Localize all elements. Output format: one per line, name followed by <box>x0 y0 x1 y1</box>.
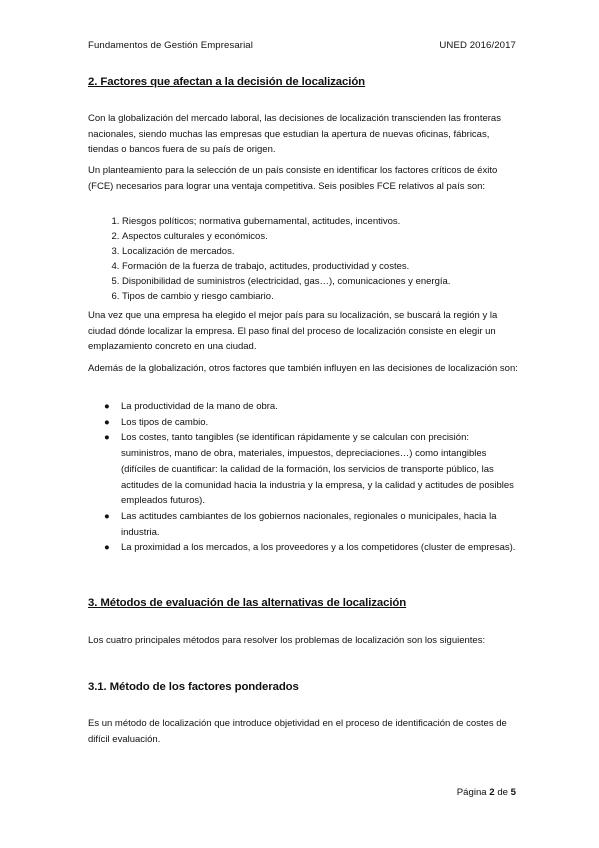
header-course-title: Fundamentos de Gestión Empresarial <box>88 40 253 51</box>
list-item: 4. Formación de la fuerza de trabajo, actitudes, productividad y costes. <box>122 259 532 274</box>
section-3-heading: 3. Métodos de evaluación de las alternativas de localización <box>88 597 407 609</box>
section-2-paragraph-3: Una vez que una empresa ha elegido el mejor país para su localización, se buscará la región y la ciudad dónde localizar la empresa. El paso final del proceso de localización consiste en elegir un emplazamiento concreto en una ciudad. <box>88 310 498 353</box>
section-2-paragraph-4: Además de la globalización, otros factores que también influyen en las decisiones de localización son: <box>88 363 518 374</box>
bullet-icon: ● <box>104 401 110 412</box>
section-2-paragraph-1: Con la globalización del mercado laboral, las decisiones de localización transcienden las fronteras nacionales, siendo muchas las empresas que estudian la apertura de nuevas oficinas, fábricas, tiendas o bancos fuera de su país de origen. <box>88 113 501 156</box>
list-item: ● Los costes, tanto tangibles (se identifican rápidamente y se calculan con precisión: suministros, mano de obra, materiales, impuestos, depreciaciones…) como intangibles (difíciles de cuantificar: la calidad de la formación, los servicios de transporte público, las actitudes de la comunidad hacia la industria y la empresa, y la calidad y actitudes de posibles empleados futuros). <box>104 432 514 507</box>
bullet-icon: ● <box>104 542 110 554</box>
list-item: 5. Disponibilidad de suministros (electricidad, gas…), comunicaciones y energía. <box>122 274 532 289</box>
list-item: 3. Localización de mercados. <box>122 244 532 259</box>
subsection-3-1-heading: 3.1. Método de los factores ponderados <box>88 681 299 693</box>
fce-list <box>102 214 532 305</box>
list-item: ● La proximidad a los mercados, a los proveedores y a los competidores (cluster de empresas). <box>121 540 521 556</box>
section-3-paragraph-1: Los cuatro principales métodos para resolver los problemas de localización son los siguientes: <box>88 635 486 646</box>
section-2-paragraph-2: Un planteamiento para la selección de un país consiste en identificar los factores críticos de éxito (FCE) necesarios para lograr una ventaja competitiva. Seis posibles FCE relativos al país son: <box>88 165 498 192</box>
list-item: ● Los tipos de cambio. <box>121 415 521 431</box>
list-item: ● Las actitudes cambiantes de los gobiernos nacionales, regionales o municipales, hacia la industria. <box>104 510 497 538</box>
section-2-heading: 2. Factores que afectan a la decisión de localización <box>88 76 366 88</box>
factors-bullet-list <box>102 399 521 556</box>
bullet-icon: ● <box>104 510 110 522</box>
subsection-3-1-paragraph-1: Es un método de localización que introduce objetividad en el proceso de identificación de costes de difícil evaluación. <box>88 718 507 745</box>
list-item: ● La productividad de la mano de obra. <box>121 399 521 415</box>
list-item: 6. Tipos de cambio y riesgo cambiario. <box>122 289 532 304</box>
header-institution-year: UNED 2016/2017 <box>439 40 516 51</box>
list-item: 2. Aspectos culturales y económicos. <box>122 229 532 244</box>
bullet-icon: ● <box>104 416 110 428</box>
list-item: 1. Riesgos políticos; normativa gubernamental, actitudes, incentivos. <box>122 214 532 229</box>
page-number: Página 2 de 5 <box>456 787 516 798</box>
bullet-icon: ● <box>104 432 110 444</box>
